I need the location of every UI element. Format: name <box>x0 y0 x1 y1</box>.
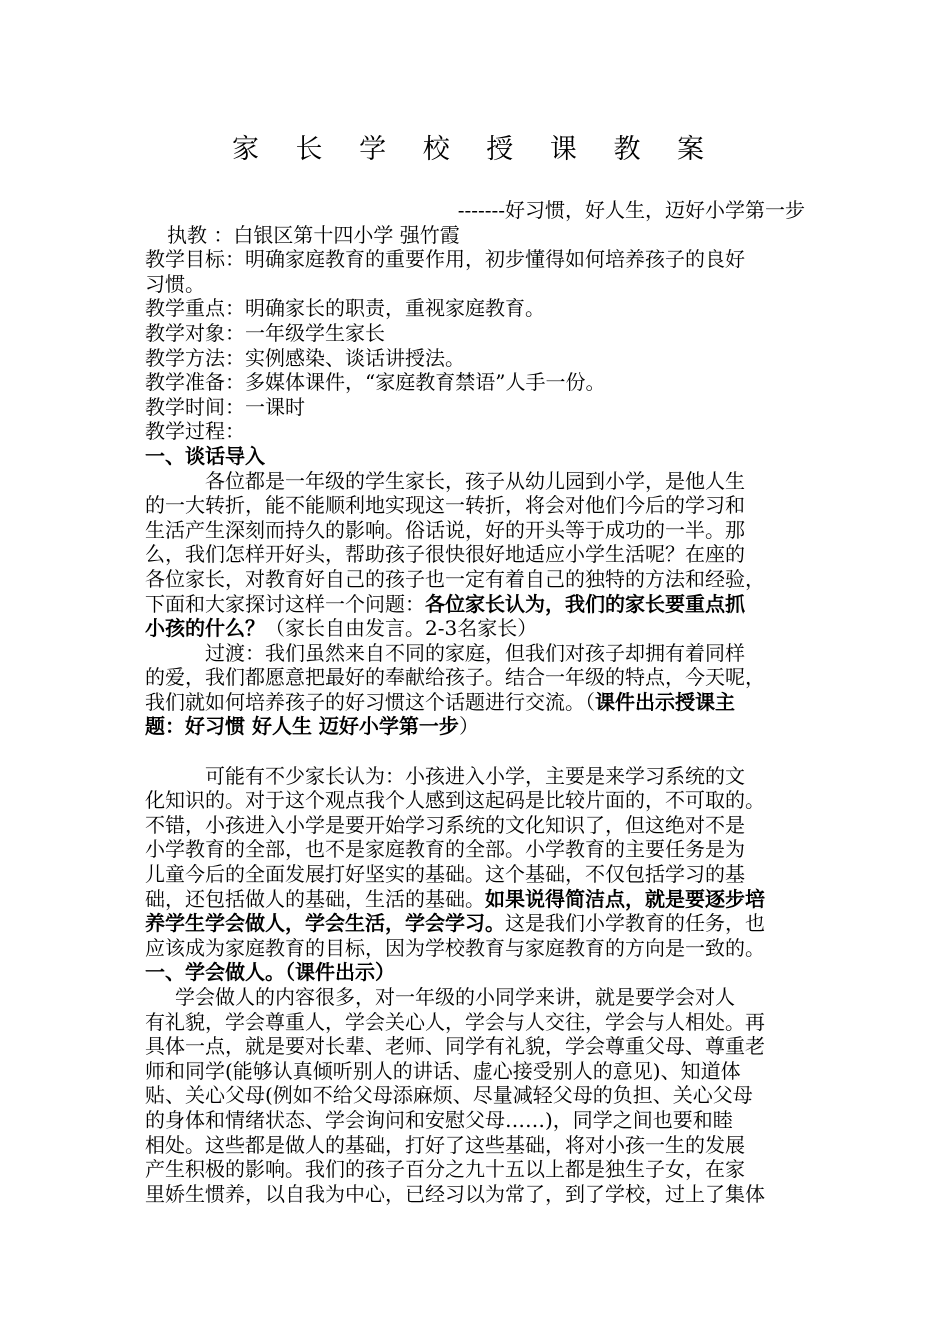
document-title: 家 长 学 校 授 课 教 案 <box>231 134 719 165</box>
paragraph-line: 应该成为家庭教育的目标，因为学校教育与家庭教育的方向是一致的。 <box>145 935 765 960</box>
prep-line: 教学准备：多媒体课件，“家庭教育禁语”人手一份。 <box>145 370 606 395</box>
paragraph-line: 化知识的。对于这个观点我个人感到这起码是比较片面的，不可取的。 <box>145 788 765 813</box>
time-line: 教学时间：一课时 <box>145 394 305 419</box>
paragraph-line: 各位都是一年级的学生家长，孩子从幼儿园到小学，是他人生 <box>205 468 745 493</box>
paragraph-line: 学会做人的内容很多，对一年级的小同学来讲，就是要学会对人 <box>175 985 735 1009</box>
blank-line <box>145 739 805 764</box>
section-heading: 一、谈话导入 <box>145 443 265 468</box>
paragraph-line: 过渡：我们虽然来自不同的家庭，但我们对孩子却拥有着同样 <box>205 640 745 665</box>
paragraph-line: 有礼貌，学会尊重人，学会关心人，学会与人交往，学会与人相处。再 <box>145 1009 765 1034</box>
paragraph-line: 可能有不少家长认为：小孩进入小学，主要是来学习系统的文 <box>205 763 745 788</box>
goal-line-cont: 习惯。 <box>145 271 205 296</box>
paragraph-line: 础，还包括做人的基础，生活的基础。如果说得简洁点，就是要逐步培 <box>145 886 765 911</box>
paragraph-line: 产生积极的影响。我们的孩子百分之九十五以上都是独生子女，在家 <box>145 1157 745 1182</box>
paragraph-line: 我们就如何培养孩子的好习惯这个话题进行交流。（课件出示授课主 <box>145 689 735 714</box>
subtitle: -------好习惯，好人生，迈好小学第一步 <box>457 198 805 222</box>
paragraph-line: 的爱，我们都愿意把最好的奉献给孩子。结合一年级的特点，今天呢， <box>145 665 765 690</box>
paragraph-line: 具体一点，就是要对长辈、老师、同学有礼貌，学会尊重父母、尊重老 <box>145 1034 765 1059</box>
paragraph-line: 题：好习惯 好人生 迈好小学第一步） <box>145 714 479 739</box>
paragraph-line: 师和同学(能够认真倾听别人的讲话、虚心接受别人的意见)、知道体 <box>145 1058 741 1083</box>
paragraph-line: 不错，小孩进入小学是要开始学习系统的文化知识了，但这绝对不是 <box>145 812 745 837</box>
paragraph-line: 下面和大家探讨这样一个问题：各位家长认为，我们的家长要重点抓 <box>145 591 745 616</box>
process-line: 教学过程： <box>145 419 245 444</box>
paragraph-line: 生活产生深刻而持久的影响。俗话说，好的开头等于成功的一半。那 <box>145 517 745 542</box>
section-heading: 一、学会做人。（课件出示） <box>145 960 395 985</box>
audience-line: 教学对象：一年级学生家长 <box>145 320 385 345</box>
focus-line: 教学重点：明确家长的职责，重视家庭教育。 <box>145 296 545 321</box>
paragraph-line: 贴、关心父母(例如不给父母添麻烦、尽量减轻父母的负担、关心父母 <box>145 1083 753 1108</box>
document-body <box>145 198 805 1206</box>
paragraph-line: 各位家长，对教育好自己的孩子也一定有着自己的独特的方法和经验， <box>145 566 765 591</box>
paragraph-line: 儿童今后的全面发展打好坚实的基础。这个基础，不仅包括学习的基 <box>145 862 745 887</box>
paragraph-line: 小孩的什么？（家长自由发言。2-3名家长） <box>145 616 538 641</box>
paragraph-line: 里娇生惯养，以自我为中心，已经习以为常了，到了学校，过上了集体 <box>145 1181 765 1206</box>
method-line: 教学方法：实例感染、谈话讲授法。 <box>145 345 465 370</box>
goal-line: 教学目标：明确家庭教育的重要作用，初步懂得如何培养孩子的良好 <box>145 247 745 272</box>
teacher-line: 执教 ：白银区第十四小学 强竹霞 <box>167 222 460 247</box>
paragraph-line: 小学教育的全部，也不是家庭教育的全部。小学教育的主要任务是为 <box>145 837 745 862</box>
paragraph-line: 么，我们怎样开好头，帮助孩子很快很好地适应小学生活呢？在座的 <box>145 542 745 567</box>
paragraph-line: 的身体和情绪状态、学会询问和安慰父母……)，同学之间也要和睦 <box>145 1107 733 1132</box>
paragraph-line: 相处。这些都是做人的基础，打好了这些基础，将对小孩一生的发展 <box>145 1132 745 1157</box>
paragraph-line: 养学生学会做人，学会生活，学会学习。这是我们小学教育的任务，也 <box>145 911 765 936</box>
paragraph-line: 的一大转折，能不能顺利地实现这一转折，将会对他们今后的学习和 <box>145 493 745 518</box>
